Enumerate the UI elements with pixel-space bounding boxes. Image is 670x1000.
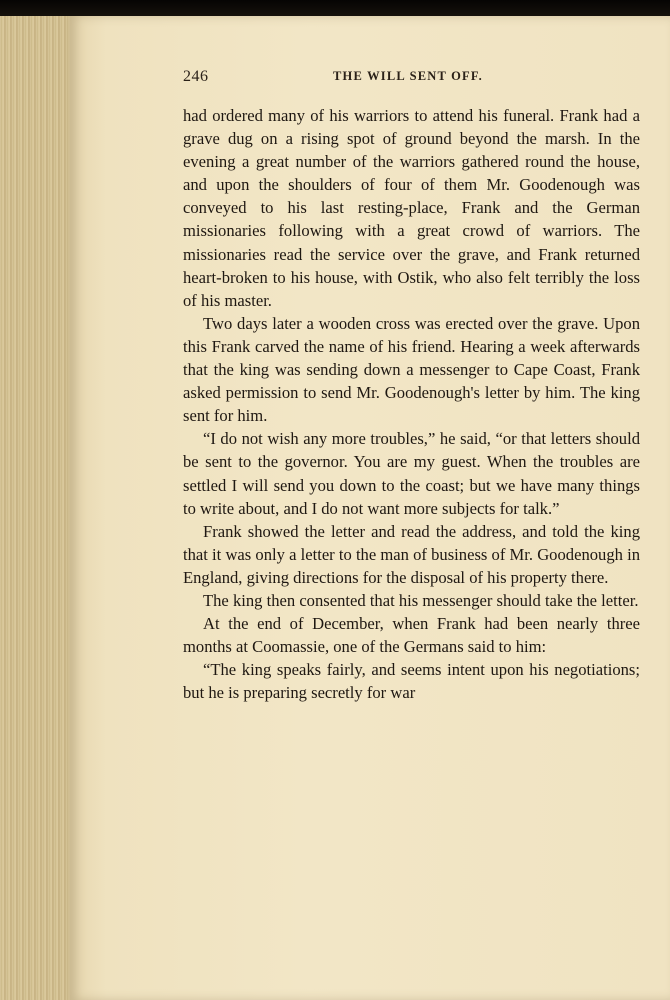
paragraph-5: The king then consented that his messenger should take the letter. — [203, 590, 639, 610]
paragraph-1: had ordered many of his warriors to attend his funeral. Frank had a grave dug on a rising spot of ground beyond the marsh. In the evening a great number of the warriors gathered round the house, and upon the shoulders of four of them Mr. Goodenough was conveyed to his last resting-place, Frank and the German missionaries following with a great crowd of warriors. The missionaries read the service over the grave, and Frank returned heart-broken to his house, with Ostik, who also felt terribly the loss of his master. — [183, 106, 640, 310]
paragraph-3: “I do not wish any more troubles,” he said, “or that letters should be sent to the governor. You are my guest. When the troubles are settled I will send you down to the coast; but we have many things to write about, and I do not want more subjects for talk.” — [183, 429, 640, 518]
running-head — [183, 68, 640, 92]
paragraph-4: Frank showed the letter and read the address, and told the king that it was only a letter to the man of business of Mr. Goodenough in England, giving directions for the disposal of his property there. — [183, 521, 640, 587]
body-text — [183, 104, 640, 704]
page-edges — [0, 16, 78, 1000]
paragraph-2: Two days later a wooden cross was erected over the grave. Upon this Frank carved the name of his friend. Hearing a week afterwards that the king was sending down a messenger to Cape Coast, Frank asked permission to send Mr. Goodenough's letter by him. The king sent for him. — [183, 313, 640, 426]
running-head-title: THE WILL SENT OFF. — [333, 69, 483, 83]
page-number: 246 — [183, 68, 209, 85]
paragraph-6: At the end of December, when Frank had been nearly three months at Coomassie, one of the Germans said to him: — [183, 614, 640, 657]
paragraph-7: “The king speaks fairly, and seems intent upon his negotiations; but he is preparing secretly for war — [183, 660, 640, 703]
